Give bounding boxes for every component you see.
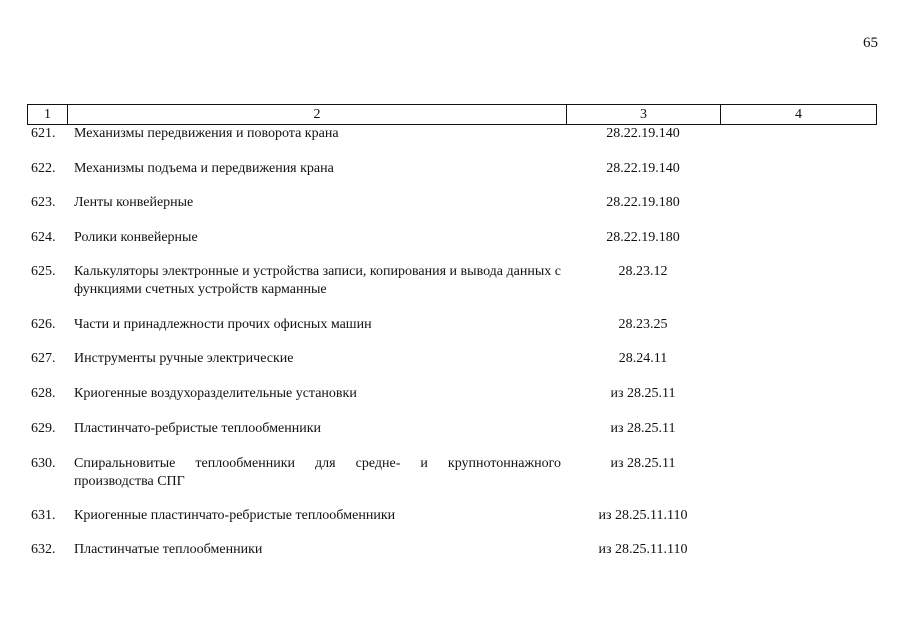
row-name: Криогенные пластинчато-ребристые теплообменники	[74, 508, 396, 523]
row-number: 628.	[31, 386, 56, 401]
row-number: 621.	[31, 126, 56, 141]
row-code: 28.23.12	[618, 264, 668, 279]
row-code: из 28.25.11	[610, 421, 676, 436]
page-number: 65	[863, 35, 878, 51]
row-name: Криогенные воздухоразделительные установки	[74, 386, 357, 401]
row-number: 625.	[31, 264, 56, 279]
row-name: Инструменты ручные электрические	[74, 351, 294, 366]
row-number: 623.	[31, 195, 56, 210]
row-code: из 28.25.11	[610, 386, 676, 401]
row-code: 28.22.19.140	[606, 126, 680, 141]
row-number: 626.	[31, 317, 56, 332]
row-code: 28.24.11	[618, 351, 668, 366]
row-number: 629.	[31, 421, 56, 436]
row-code: из 28.25.11.110	[598, 542, 688, 557]
row-code: 28.23.25	[618, 317, 668, 332]
row-number: 632.	[31, 542, 56, 557]
row-number: 627.	[31, 351, 56, 366]
row-name: Ролики конвейерные	[74, 230, 198, 245]
column-header-3: 3	[567, 105, 721, 125]
row-number: 624.	[31, 230, 56, 245]
row-number: 631.	[31, 508, 56, 523]
column-header-4: 4	[721, 105, 877, 125]
column-header-2: 2	[68, 105, 567, 125]
row-name: Части и принадлежности прочих офисных машин	[74, 317, 372, 332]
row-name: Механизмы подъема и передвижения крана	[74, 161, 334, 176]
row-name: Механизмы передвижения и поворота крана	[74, 126, 339, 141]
row-code: 28.22.19.140	[606, 161, 680, 176]
row-number: 630.	[31, 456, 56, 471]
row-code: 28.22.19.180	[606, 195, 680, 210]
row-code: из 28.25.11.110	[598, 508, 688, 523]
row-name: Ленты конвейерные	[74, 195, 194, 210]
column-header-1: 1	[28, 105, 68, 125]
row-name: Калькуляторы электронные и устройства записи, копирования и вывода данных с функциями счетных устройств карманные	[74, 264, 561, 297]
row-code: 28.22.19.180	[606, 230, 680, 245]
row-name: Пластинчато-ребристые теплообменники	[74, 421, 322, 436]
row-number: 622.	[31, 161, 56, 176]
row-name: Пластинчатые теплообменники	[74, 542, 263, 557]
row-name: Спиральновитые теплообменники для средне- и крупнотоннажного производства СПГ	[74, 456, 561, 489]
row-code: из 28.25.11	[610, 456, 676, 471]
